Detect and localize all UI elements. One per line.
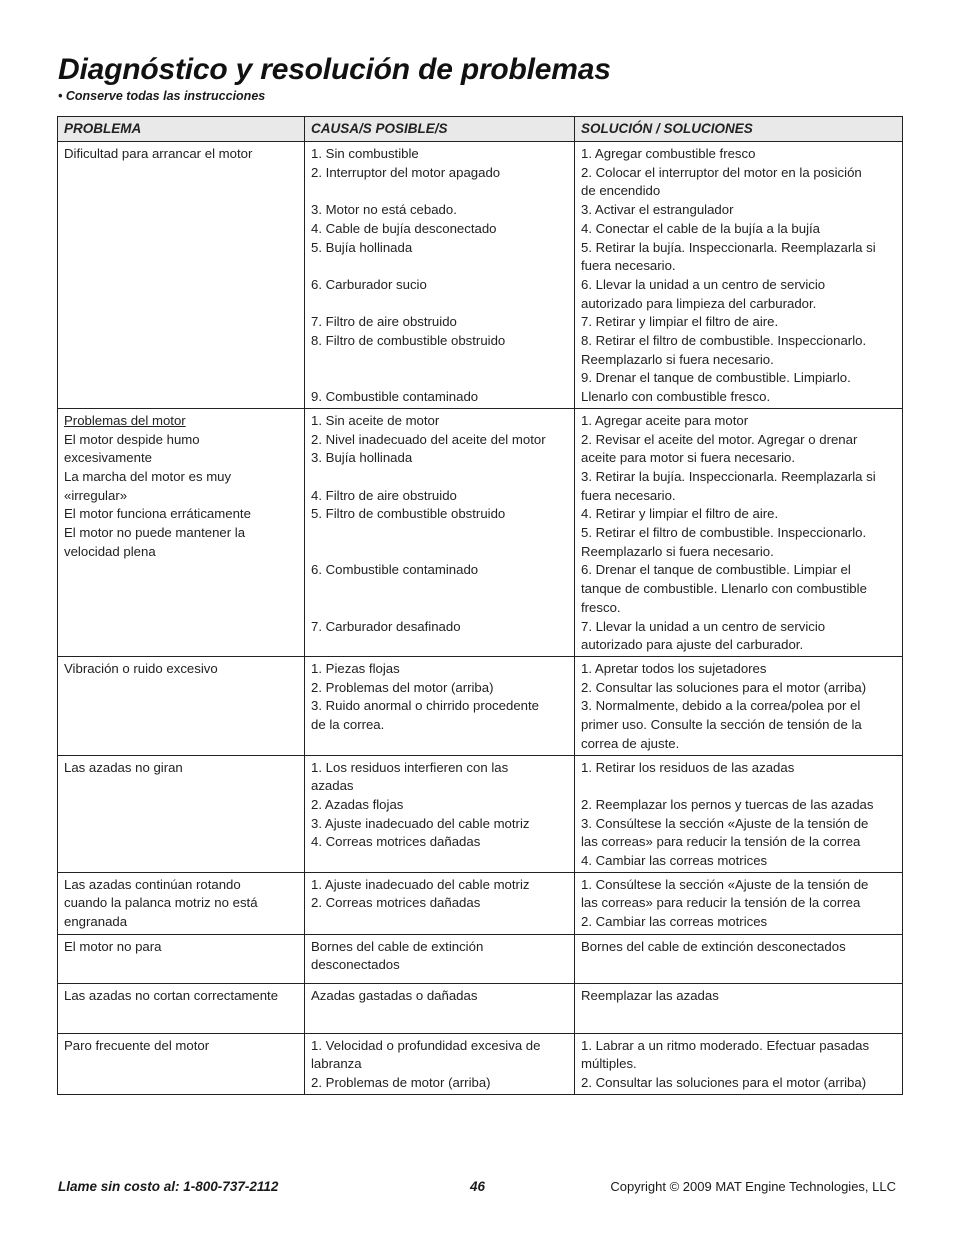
cell-line [311, 580, 568, 599]
cell-line: 9. Drenar el tanque de combustible. Limpiarlo. [581, 370, 851, 386]
cell-line: 4. Correas motrices dañadas [311, 834, 481, 850]
cell-line [581, 777, 896, 796]
cell-line [311, 524, 568, 543]
cell-line: 1. Los residuos interfieren con las [311, 759, 509, 775]
solution-cell [575, 142, 903, 409]
cell-line: Las azadas no cortan correctamente [64, 987, 279, 1003]
solution-cell [575, 934, 903, 983]
cell-line: 2. Consultar las soluciones para el motor (arriba) [581, 1075, 867, 1091]
cell-line: Vibración o ruido excesivo [64, 660, 218, 676]
cell-line: Reemplazarlo si fuera necesario. [581, 543, 774, 559]
table-row [58, 1033, 903, 1094]
header-solution: SOLUCIÓN / SOLUCIONES [575, 117, 903, 142]
cell-line: Las azadas no giran [64, 759, 183, 775]
cell-line: 2. Colocar el interruptor del motor en la posición [581, 164, 862, 180]
cell-line: aceite para motor si fuera necesario. [581, 450, 796, 466]
cell-line: 1. Piezas flojas [311, 660, 400, 676]
cell-line: Bornes del cable de extinción [311, 938, 484, 954]
cell-line: 3. Retirar la bujía. Inspeccionarla. Reemplazarla si [581, 468, 876, 484]
cell-line: 2. Problemas del motor (arriba) [311, 679, 494, 695]
cell-line: 7. Carburador desafinado [311, 618, 461, 634]
cause-cell [305, 408, 575, 656]
cell-line: 2. Interruptor del motor apagado [311, 164, 501, 180]
cell-line [311, 351, 568, 370]
cell-line: 4. Filtro de aire obstruido [311, 487, 457, 503]
header-cause: CAUSA/S POSIBLE/S [305, 117, 575, 142]
page-title: Diagnóstico y resolución de problemas [58, 53, 611, 86]
cell-line [311, 257, 568, 276]
cell-line: El motor despide humo [64, 431, 200, 447]
cell-line: Dificultad para arrancar el motor [64, 146, 253, 161]
cell-line: las correas» para reducir la tensión de la correa [581, 834, 861, 850]
table-row [58, 983, 903, 1033]
cell-line [311, 543, 568, 562]
cause-cell [305, 934, 575, 983]
table-row [58, 656, 903, 755]
problem-cell [58, 142, 305, 409]
cause-cell [305, 142, 575, 409]
cell-line: 6. Combustible contaminado [311, 562, 479, 578]
footer-phone: Llame sin costo al: 1-800-737-2112 [58, 1179, 279, 1194]
cell-line: 1. Agregar combustible fresco [581, 146, 756, 161]
cell-line: 1. Retirar los residuos de las azadas [581, 759, 795, 775]
cause-cell [305, 872, 575, 934]
cell-line: 2. Azadas flojas [311, 796, 404, 812]
cell-line: 2. Consultar las soluciones para el motor (arriba) [581, 679, 867, 695]
problem-cell [58, 1033, 305, 1094]
cell-line: 1. Apretar todos los sujetadores [581, 660, 767, 676]
problem-cell [58, 408, 305, 656]
cell-line: 7. Retirar y limpiar el filtro de aire. [581, 314, 779, 330]
cell-line: múltiples. [581, 1056, 637, 1072]
cell-line: de encendido [581, 183, 661, 199]
header-problem: PROBLEMA [58, 117, 305, 142]
cause-cell [305, 1033, 575, 1094]
solution-cell [575, 1033, 903, 1094]
cell-line: 5. Filtro de combustible obstruido [311, 506, 506, 522]
cell-line: 8. Filtro de combustible obstruido [311, 332, 506, 348]
cell-line: 3. Bujía hollinada [311, 450, 413, 466]
cell-line: azadas [311, 778, 354, 794]
solution-cell [575, 755, 903, 872]
cell-line: 2. Reemplazar los pernos y tuercas de las azadas [581, 796, 874, 812]
problem-cell [58, 934, 305, 983]
cell-line: 9. Combustible contaminado [311, 389, 479, 405]
page-number: 46 [470, 1179, 486, 1194]
cause-cell [305, 983, 575, 1033]
solution-cell [575, 656, 903, 755]
problem-cell [58, 656, 305, 755]
cell-line [311, 599, 568, 618]
cell-line: 4. Retirar y limpiar el filtro de aire. [581, 506, 779, 522]
solution-cell [575, 408, 903, 656]
cell-line: las correas» para reducir la tensión de la correa [581, 895, 861, 911]
cell-line: fuera necesario. [581, 487, 676, 503]
page-subtitle: • Conserve todas las instrucciones [58, 89, 266, 103]
cell-line: Bornes del cable de extinción desconectados [581, 938, 846, 954]
footer-copyright: Copyright © 2009 MAT Engine Technologies, LLC [610, 1179, 896, 1194]
cell-line: 1. Labrar a un ritmo moderado. Efectuar pasadas [581, 1037, 870, 1053]
cell-line: 3. Consúltese la sección «Ajuste de la tensión de [581, 815, 869, 831]
cell-line: primer uso. Consulte la sección de tensión de la [581, 717, 862, 733]
cell-line: 3. Motor no está cebado. [311, 202, 457, 218]
cell-line: 2. Correas motrices dañadas [311, 895, 481, 911]
cell-line: El motor no para [64, 938, 162, 954]
cell-line: 7. Llevar la unidad a un centro de servicio [581, 618, 826, 634]
table-row [58, 872, 903, 934]
cell-line: 3. Ruido anormal o chirrido procedente [311, 698, 539, 714]
cell-line [311, 182, 568, 201]
cell-line: 7. Filtro de aire obstruido [311, 314, 457, 330]
cell-line: Reemplazar las azadas [581, 987, 719, 1003]
cell-line: 2. Nivel inadecuado del aceite del motor [311, 431, 546, 447]
cell-line: cuando la palanca motriz no está [64, 895, 258, 911]
cell-line: 8. Retirar el filtro de combustible. Inspeccionarlo. [581, 333, 867, 349]
cell-line: Reemplazarlo si fuera necesario. [581, 351, 774, 367]
cell-line: 3. Normalmente, debido a la correa/polea por el [581, 698, 861, 714]
cell-line: 1. Agregar aceite para motor [581, 412, 749, 428]
cell-line: 3. Activar el estrangulador [581, 202, 734, 218]
cell-line: Llenarlo con combustible fresco. [581, 389, 771, 405]
cell-line: Azadas gastadas o dañadas [311, 987, 478, 1003]
cell-line: engranada [64, 914, 128, 930]
cell-line: 6. Drenar el tanque de combustible. Limpiar el [581, 562, 851, 578]
cell-line: 6. Carburador sucio [311, 276, 427, 292]
cell-line: correa de ajuste. [581, 735, 680, 751]
table-row [58, 142, 903, 409]
cell-line: 4. Cambiar las correas motrices [581, 853, 768, 868]
cell-line: autorizado para limpieza del carburador. [581, 295, 817, 311]
problem-cell [58, 755, 305, 872]
cell-line: 5. Bujía hollinada [311, 239, 413, 255]
cell-line: fuera necesario. [581, 258, 676, 274]
cell-line: 1. Ajuste inadecuado del cable motriz [311, 876, 530, 892]
cell-line: 5. Retirar el filtro de combustible. Inspeccionarlo. [581, 525, 867, 541]
cell-line: excesivamente [64, 450, 152, 466]
cell-line: Paro frecuente del motor [64, 1037, 210, 1053]
table-row [58, 934, 903, 983]
table-row [58, 755, 903, 872]
cell-line: Las azadas continúan rotando [64, 876, 241, 892]
problem-cell [58, 872, 305, 934]
cell-line: La marcha del motor es muy [64, 468, 232, 484]
cell-line: 1. Velocidad o profundidad excesiva de [311, 1037, 541, 1053]
cell-line: autorizado para ajuste del carburador. [581, 637, 804, 653]
cell-line: El motor funciona erráticamente [64, 506, 251, 522]
cell-line: 6. Llevar la unidad a un centro de servicio [581, 276, 826, 292]
cell-line [311, 295, 568, 314]
table-header-row [58, 117, 903, 142]
cell-line: 4. Conectar el cable de la bujía a la bujía [581, 220, 820, 236]
cell-line: 2. Problemas de motor (arriba) [311, 1075, 491, 1091]
cause-cell [305, 755, 575, 872]
problem-heading: Problemas del motor [64, 412, 186, 428]
cause-cell [305, 656, 575, 755]
solution-cell [575, 872, 903, 934]
cell-line: de la correa. [311, 717, 385, 733]
cell-line: El motor no puede mantener la [64, 525, 246, 541]
solution-cell [575, 983, 903, 1033]
cell-line: 1. Consúltese la sección «Ajuste de la tensión de [581, 876, 869, 892]
cell-line [311, 369, 568, 388]
cell-line: 3. Ajuste inadecuado del cable motriz [311, 815, 530, 831]
cell-line: desconectados [311, 957, 400, 973]
cell-line: fresco. [581, 599, 621, 615]
cell-line: «irregular» [64, 487, 128, 503]
table-row [58, 408, 903, 656]
troubleshooting-table [57, 116, 903, 1095]
cell-line: tanque de combustible. Llenarlo con combustible [581, 581, 867, 597]
cell-line: 2. Revisar el aceite del motor. Agregar o drenar [581, 431, 858, 447]
cell-line: 4. Cable de bujía desconectado [311, 220, 497, 236]
cell-line: 1. Sin aceite de motor [311, 412, 440, 428]
cell-line: velocidad plena [64, 543, 156, 559]
cell-line: 5. Retirar la bujía. Inspeccionarla. Reemplazarla si [581, 239, 876, 255]
problem-cell [58, 983, 305, 1033]
cell-line: 1. Sin combustible [311, 146, 419, 161]
cell-line: 2. Cambiar las correas motrices [581, 914, 768, 930]
cell-line [311, 468, 568, 487]
cell-line: labranza [311, 1056, 362, 1072]
